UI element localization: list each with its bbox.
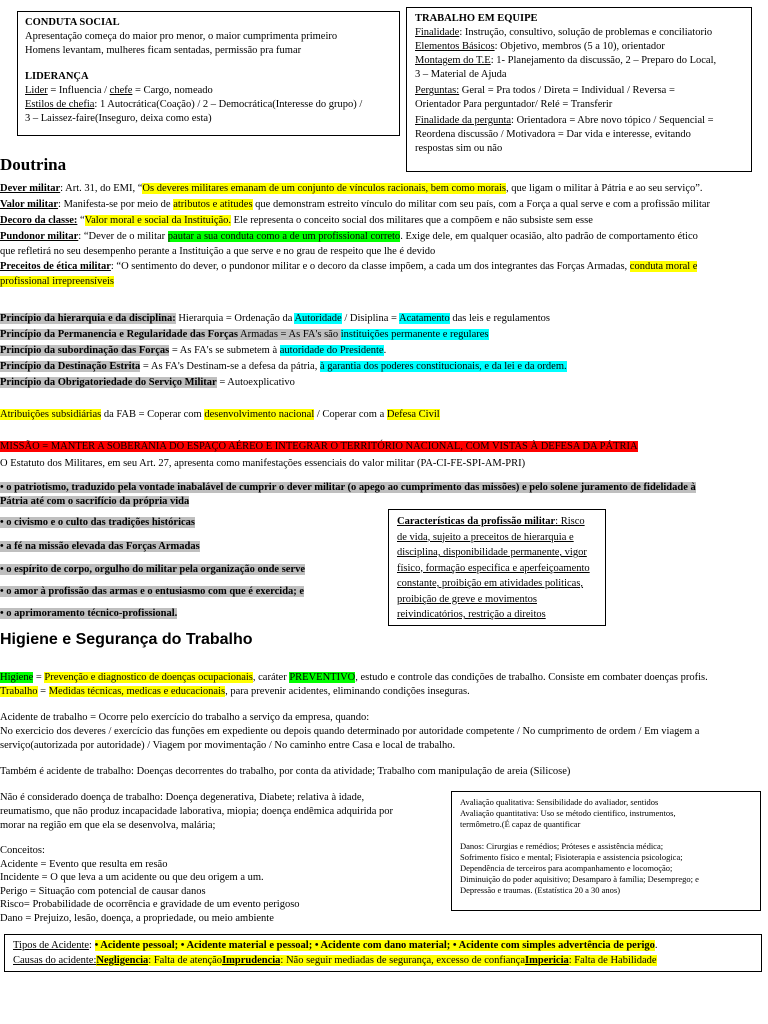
principio-destinacao-label: Princípio da Destinação Estrita [0,361,141,372]
principio-hierarquia-label: Princípio da hierarquia e da disciplina: [0,313,176,324]
caracteristicas-l6: proibição de greve e movimentos [397,593,537,605]
impericia-label: Impericia [525,955,569,966]
tipos-colon: : [89,940,95,951]
decoro-pre: “ [77,215,85,226]
avaliacao-l2: Avaliação quantitativa: Uso se método cientifico, instrumentos, [460,808,676,818]
acidente-section [0,711,699,753]
missao-text: MISSÃO = MANTER A SOBERANIA DO ESPAÇO AÉREO E INTEGRAR O TERRITÓRIO NACIONAL, COM VISTAS À DEFESA DA PÁTRIA [0,441,638,452]
caracteristicas-l4: físico, formação especifica e aperfeiçoamento [397,562,590,574]
avaliacao-l1: Avaliação qualitativa: Sensibilidade do avaliador, sentidos [460,797,659,807]
valor-aprimoramento [0,607,177,621]
valor-espirito-text: • o espírito de corpo, orgulho do militar pela organização onde serve [0,564,306,575]
atribuicoes-hl3: Defesa Civil [386,409,440,420]
naoe-line1: Não é considerado doença de trabalho: Doença degenerativa, Diabete; relativa à idade, [0,792,365,803]
tambem-line: Também é acidente de trabalho: Doenças decorrentes do trabalho, por conta da atividade; Trabalho com manipulação de areia (Silicose) [0,766,571,777]
elementos-label: Elementos Básicos [415,41,495,52]
atribuicoes-line [0,407,440,423]
principio-subordinacao-label: Princípio da subordinação das Forças [0,345,170,356]
montagem-line [415,54,743,68]
principios-section [0,311,768,391]
avaliacao-box [451,791,761,911]
valor-civismo-text: • o civismo e o culto das tradições históricas [0,517,195,528]
valor-amor-text: • o amor à profissão das armas e o entusiasmo com que é exercida; e [0,586,305,597]
valor-patriotismo [0,481,768,495]
equipe-title: TRABALHO EM EQUIPE [415,13,538,24]
decoro-label: Decoro da classe: [0,215,78,226]
principio-destinacao [0,359,768,375]
dever-pre: : Art. 31, do EMI, “ [60,183,143,194]
causas-line [13,953,753,968]
finperg-line3: respostas sim ou não [415,143,503,154]
higiene-post: , estudo e controle das condições de trabalho. Consiste em combater doenças profis. [355,672,708,683]
dever-label: Dever militar [0,183,61,194]
principio-obrigatoriedade-label: Princípio da Obrigatoriedade do Serviço Militar [0,377,217,388]
valor-line [0,197,768,213]
acidente-line1: Acidente de trabalho = Ocorre pelo exercício do trabalho a serviço da empresa, quando: [0,712,370,723]
valor-aprimoramento-text: • o aprimoramento técnico-profissional. [0,608,178,619]
preceitos-label: Preceitos de ética militar [0,261,111,272]
valor-amor [0,585,304,599]
valor-patriotismo2 [0,495,768,509]
avaliacao-l6: Dependência de terceiros para acompanhamento e locomoção; [460,863,673,873]
pundonor-line2: que refletirá no seu desempenho perante a Instituição a que serve e no grau de respeito que lhe é devido [0,246,436,257]
avaliacao-l7: Diminuição do poder aquisitivo; Desamparo à família; Desemprego; e [460,874,699,884]
preceitos-highlight1: conduta moral e [629,261,698,272]
principio-permanencia [0,327,768,343]
principio-hierarquia [0,311,768,327]
valor-highlight: atributos e atitudes [173,199,253,210]
valor-espirito [0,563,305,577]
missao-line [0,439,638,455]
tipos-highlight: • Acidente pessoal; • Acidente material e pessoal; • Acidente com dano material; • Acidente com simples advertência de perigo [94,940,655,951]
acidente-line2: No exercicio dos deveres / exercício das funções em expediente ou depois quando determinado por autoridade competente / No cumprimento de ordem / Em viagem a [0,726,700,737]
finalidade-line [415,26,743,40]
chefe-label: chefe [109,85,133,96]
preceitos-line [0,259,768,275]
avaliacao-l8: Depressão e traumas. (Estatística 20 a 30 anos) [460,885,621,895]
higiene-hl3: PREVENTIVO [289,672,356,683]
trabalho-hl1: Trabalho [0,686,38,697]
negligencia-label: Negligencia [96,955,149,966]
pundonor-pre: : “Dever de o militar [78,231,168,242]
caracteristicas-l1: : Risco [555,516,585,527]
naoe-section [0,791,393,833]
preceitos-highlight2: profissional irrepreensíveis [0,276,115,287]
estatuto-line: O Estatuto dos Militares, em seu Art. 27, apresenta como manifestações essenciais do valor militar (PA-CI-FE-SPI-AM-PRI) [0,458,526,469]
impericia-text: : Falta de Habilidade [568,955,657,966]
tipos-line [13,938,753,953]
valor-patriotismo-text2: Pátria até com o sacrifício da própria vida [0,496,190,507]
avaliacao-l5: Sofrimento físico e mental; Fisioterapia e assistencia psicologica; [460,852,683,862]
avaliacao-l4: Danos: Cirurgias e remédios; Próteses e assistência médica; [460,841,664,851]
decoro-highlight: Valor moral e social da Instituição. [84,215,232,226]
estilos-label: Estilos de chefia [25,99,95,110]
valor-label: Valor militar [0,199,59,210]
dever-highlight: Os deveres militares emanam de um conjunto de vínculos racionais, bem como morais [142,183,507,194]
principio-hierarquia-hl1: Autoridade [294,313,342,324]
principio-hierarquia-pre: Hierarquia = Ordenação da [175,313,295,324]
valor-civismo [0,516,195,530]
atribuicoes-hl1: Atribuições subsidiárias [0,409,102,420]
principio-destinacao-hl: à garantia dos poderes constitucionais, e da lei e da ordem. [319,361,567,372]
valor-post: que demonstram estreito vínculo do militar com seu país, com a Força a qual serve e com a profissão militar [252,199,711,210]
caracteristicas-l3: disciplina, disponibilidade permanente, vigor [397,547,587,558]
conceito-risco: Risco= Probabilidade de ocorrência e gravidade de um evento perigoso [0,899,300,910]
principio-hierarquia-post: das leis e regulamentos [449,313,551,324]
atribuicoes-hl2: desenvolvimento nacional [204,409,315,420]
higiene-title: Higiene e Segurança do Trabalho [0,631,253,648]
dever-line [0,181,768,197]
principio-obrigatoriedade [0,375,768,391]
finperg-text: : Orientadora = Abre novo tópico / Sequencial = [511,115,714,126]
preceitos-pre: : “O sentimento do dever, o pundonor militar e o decoro da classe impõem, a cada um dos integrantes das Forças Armadas, [110,261,630,272]
tipos-box [4,934,762,972]
tipos-label: Tipos de Acidente [13,940,90,951]
caracteristicas-label: Características da profissão militar [397,516,556,527]
trabalho-hl2: Medidas técnicas, medicas e educacionais [48,686,226,697]
conceito-incidente: Incidente = O que leva a um acidente ou que deu origem a um. [0,872,264,883]
atribuicoes-mid: / Coperar com a [314,409,387,420]
conceitos-title: Conceitos: [0,845,45,856]
montagem-label: Montagem do T.E [415,55,491,66]
principio-obrigatoriedade-post: = Autoexplicativo [216,377,295,388]
doutrina-title: Doutrina [0,155,67,174]
pundonor-label: Pundonor militar [0,231,79,242]
trabalho-post: , para prevenir acidentes, eliminando condições inseguras. [225,686,470,697]
elementos-text: : Objetivo, membros (5 a 10), orientador [494,41,665,52]
montagem-line2: 3 – Material de Ajuda [415,69,507,80]
lider-line [25,84,392,98]
conduta-box [17,11,400,136]
avaliacao-l3: termômetro.(É capaz de quantificar [460,819,581,829]
principio-permanencia-pre: Armadas = As FA's são [237,329,341,340]
equipe-box [406,7,752,172]
lider-label: Lider [25,85,48,96]
valores-section [0,481,768,509]
higiene-line [0,670,708,685]
trabalho-eq: = [37,686,49,697]
principio-subordinacao-hl: autoridade do Presidente [279,345,384,356]
caracteristicas-line1 [397,514,597,530]
pundonor-highlight: pautar a sua conduta como a de um profissional correto [167,231,401,242]
principio-permanencia-hl: instituições permanente e regulares [340,329,489,340]
montagem-text: : 1- Planejamento da discussão, 2 – Preparo do Local, [490,55,717,66]
dever-post: , que ligam o militar à Pátria e ao seu serviço”. [506,183,703,194]
estilos-line2: 3 – Laissez-faire(Inseguro, deixa como esta) [25,113,212,124]
perguntas-line2: Orientador Para perguntador/ Relé = Transferir [415,99,613,110]
principio-permanencia-label: Princípio da Permanencia e Regularidade das Forças [0,329,238,340]
principio-subordinacao-pre: = As FA's se submetem à [169,345,280,356]
elementos-line [415,40,743,54]
negligencia-text: : Falta de atenção [148,955,223,966]
principio-subordinacao [0,343,768,359]
conceito-dano: Dano = Prejuizo, lesão, doença, a propriedade, ou meio ambiente [0,912,274,924]
higiene-mid: , caráter [252,672,290,683]
perguntas-label: Perguntas: [415,85,460,96]
conceito-perigo: Perigo = Situação com potencial de causar danos [0,885,206,897]
conceito-acidente: Acidente = Evento que resulta em resão [0,858,168,870]
imprudencia-label: Imprudencia [222,955,281,966]
naoe-line3: morar na região em que ela se desenvolva, malária; [0,820,216,831]
principio-subordinacao-post: . [383,345,387,356]
acidente-line3: serviço(autorizada por autoridade) / Viagem por movimentação / No caminho entre Casa e local de trabalho. [0,740,456,751]
conduta-line1: Apresentação começa do maior pro menor, o maior cumprimenta primeiro [25,31,338,42]
decoro-line [0,213,768,229]
atribuicoes-pre: da FAB = Coperar com [101,409,205,420]
preceitos-line2 [0,275,768,289]
pundonor-post: . Exige dele, em qualquer ocasião, alto padrão de comportamento ético [400,231,698,242]
trabalho-line [0,684,470,699]
higiene-hl1: Higiene [0,672,34,683]
finperg-label: Finalidade da pergunta [415,115,512,126]
finalidade-label: Finalidade [415,27,460,38]
valor-patriotismo-text: • o patriotismo, traduzido pela vontade inabalável de cumprir o dever militar (o apego ao cumprimento das missões) e pelo solene juramento de fidelidade à [0,482,696,493]
principio-destinacao-pre: = As FA's Destinam-se a defesa da pátria, [140,361,320,372]
perguntas-line [415,84,743,98]
causas-label: Causas do acidente: [13,955,97,966]
imprudencia-text: : Não seguir mediadas de segurança, excesso de confiança [280,955,526,966]
finperg-line [415,114,743,128]
naoe-line2: reumatismo, que não produz incapacidade laborativa, miopia; doença endêmica adquirida por [0,806,394,817]
principio-hierarquia-hl2: Acatamento [398,313,450,324]
doutrina-section [0,155,768,289]
valor-pre: : Manifesta-se por meio de [58,199,174,210]
conduta-line2: Homens levantam, mulheres ficam sentadas, permissão pra fumar [25,45,302,56]
chefe-text: = Cargo, nomeado [132,85,213,96]
conduta-title: CONDUTA SOCIAL [25,17,120,28]
conceitos-section [0,844,300,925]
lideranca-title: LIDERANÇA [25,71,89,82]
principio-hierarquia-mid: / Disiplina = [341,313,399,324]
finalidade-text: : Instrução, consultivo, solução de problemas e conciliatorio [459,27,713,38]
valor-fe [0,540,200,554]
finperg-line2: Reordena discussão / Motivadora = Dar vida e interesse, evitando [415,129,691,140]
estilos-line [25,98,392,112]
pundonor-line [0,229,768,245]
estilos-text: : 1 Autocrática(Coação) / 2 – Democrática(Interesse do grupo) / [94,99,363,110]
lider-mid: = Influencia / [47,85,110,96]
perguntas-text: Geral = Pra todos / Direta = Individual / Reversa = [459,85,675,96]
caracteristicas-box [388,509,606,626]
valor-fe-text: • a fé na missão elevada das Forças Armadas [0,541,200,552]
caracteristicas-l5: constante, proibição em atividades politicas, [397,578,584,589]
tipos-post: . [654,940,658,951]
higiene-hl2: Prevenção e diagnostico de doenças ocupacionais [44,672,253,683]
higiene-eq: = [33,672,45,683]
caracteristicas-l2: de vida, sujeito a preceitos de hierarquia e [397,531,574,543]
decoro-post: Ele representa o conceito social dos militares que a compõem e não subsiste sem esse [231,215,593,226]
caracteristicas-l7: reivindicatórios, restrição a direitos [397,609,546,620]
